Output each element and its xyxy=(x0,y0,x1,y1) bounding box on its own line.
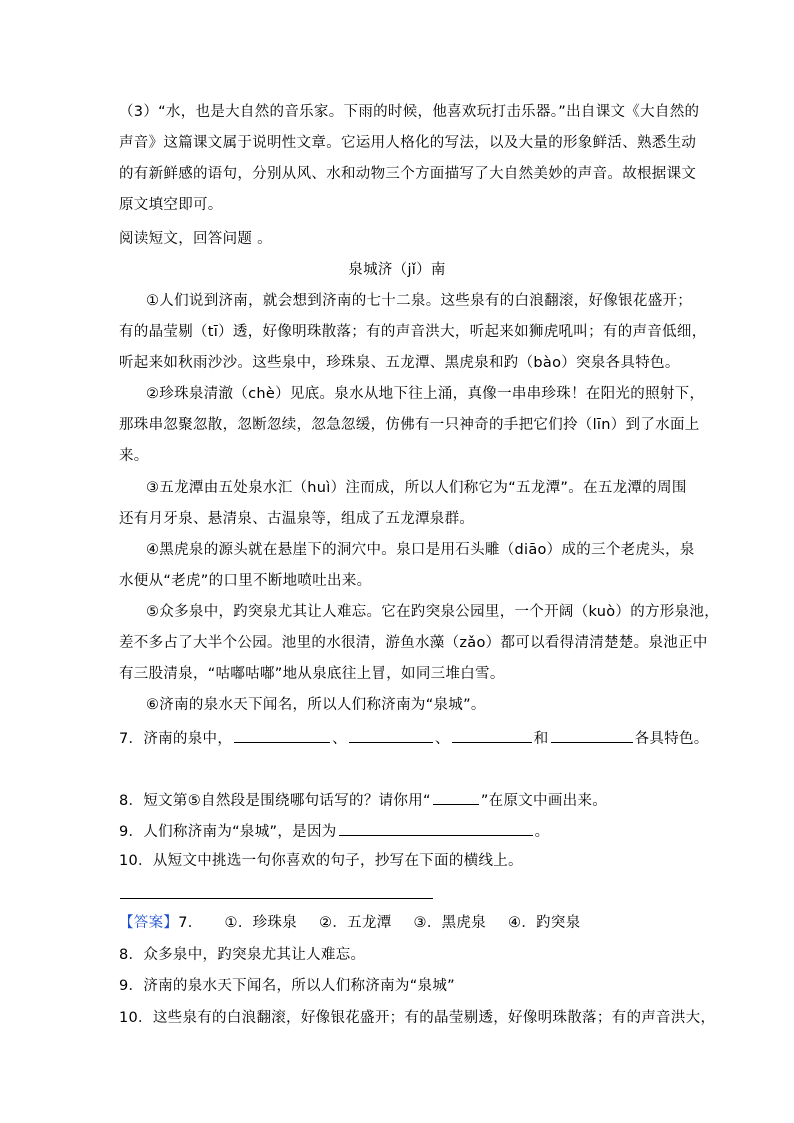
answer-blank[interactable] xyxy=(452,727,532,743)
paragraph-1-line: ①人们说到济南，就会想到济南的七十二泉。这些泉有的白浪翻滚，好像银花盛开； xyxy=(146,293,693,309)
paragraph-2-line: 来。 xyxy=(119,448,149,464)
paragraph-4-line: 水便从“老虎”的口里不断地喷吐出来。 xyxy=(119,573,372,589)
reading-instruction: 阅读短文，回答问题 。 xyxy=(119,231,272,247)
answer-8: 8．众多泉中，趵突泉尤其让人难忘。 xyxy=(119,947,366,963)
paragraph-5-line: ⑤众多泉中，趵突泉尤其让人难忘。它在趵突泉公园里，一个开阔（kuò）的方形泉池， xyxy=(146,604,720,620)
paragraph-3-line: ③五龙潭由五处泉水汇（huì）注而成，所以人们称它为“五龙潭”。在五龙潭的周围 xyxy=(146,480,687,496)
note-line: （3）“水，也是大自然的音乐家。下雨的时候，他喜欢玩打击乐器。”出自课文《大自然的 xyxy=(119,104,700,120)
paragraph-5-line: 差不多占了大半个公园。池里的水很清，游鱼水藻（zǎo）都可以看得清清楚楚。泉池正中 xyxy=(119,635,708,651)
question-7-prefix: 7．济南的泉中， xyxy=(119,731,233,747)
answer-item: ③．黑虎泉 xyxy=(413,915,487,931)
answer-10: 10．这些泉有的白浪翻滚，好像银花盛开；有的晶莹剔透，好像明珠散落；有的声音洪大， xyxy=(119,1010,716,1026)
paragraph-1-line: 有的晶莹剔（tī）透，好像明珠散落；有的声音洪大，听起来如狮虎吼叫；有的声音低细， xyxy=(119,324,707,340)
question-9 xyxy=(119,820,549,842)
conjunction: 和 xyxy=(533,731,549,747)
question-7 xyxy=(119,727,709,749)
question-9-suffix: 。 xyxy=(534,824,550,840)
answer-9: 9．济南的泉水天下闻名，所以人们称济南为“泉城” xyxy=(119,978,455,994)
paragraph-2-line: ②珍珠泉清澈（chè）见底。泉水从地下往上涌，真像一串串珍珠！在阳光的照射下， xyxy=(146,386,705,402)
paragraph-6-line: ⑥济南的泉水天下闻名，所以人们称济南为“泉城”。 xyxy=(146,697,486,713)
answer-item: ②．五龙潭 xyxy=(319,915,392,931)
answer-7-number: 7． xyxy=(178,915,203,931)
answer-item: ①．珍珠泉 xyxy=(224,915,298,931)
paragraph-1-line: 听起来如秋雨沙沙。这些泉中，珍珠泉、五龙潭、黑虎泉和趵（bào）突泉各具特色。 xyxy=(119,355,680,371)
question-8-suffix: ”在原文中画出来。 xyxy=(480,793,608,809)
question-9-prefix: 9．人们称济南为“泉城”，是因为 xyxy=(119,824,337,840)
paragraph-4-line: ④黑虎泉的源头就在悬崖下的洞穴中。泉口是用石头雕（diāo）成的三个老虎头，泉 xyxy=(146,542,695,558)
question-7-suffix: 各具特色。 xyxy=(634,731,709,747)
underline-mark xyxy=(433,789,479,805)
note-line: 的有新鲜感的语句，分别从风、水和动物三个方面描写了大自然美妙的声音。故根据课文 xyxy=(119,166,697,182)
answer-label: 【答案】 xyxy=(119,915,179,931)
paragraph-5-line: 有三股清泉，“咕嘟咕嘟”地从泉底往上冒，如同三堆白雪。 xyxy=(119,666,505,682)
question-8-prefix: 8．短文第⑤自然段是围绕哪句话写的？请你用“ xyxy=(119,793,431,809)
answer-item: ④．趵突泉 xyxy=(508,915,581,931)
question-8 xyxy=(119,789,607,811)
paragraph-3-line: 还有月牙泉、悬清泉、古温泉等，组成了五龙潭泉群。 xyxy=(119,511,475,527)
note-line: 原文填空即可。 xyxy=(119,197,223,213)
answer-blank[interactable] xyxy=(551,727,633,743)
passage-title: 泉城济（jǐ）南 xyxy=(348,262,446,278)
paragraph-2-line: 那珠串忽聚忽散，忽断忽续，忽急忽缓，仿佛有一只神奇的手把它们拎（līn）到了水面上 xyxy=(119,417,700,433)
separator: 、 xyxy=(332,731,347,747)
note-line: 声音》这篇课文属于说明性文章。它运用人格化的写法，以及大量的形象鲜活、熟悉生动 xyxy=(119,135,697,151)
answer-blank[interactable] xyxy=(339,820,533,836)
answer-blank[interactable] xyxy=(234,727,330,743)
answer-7 xyxy=(119,913,581,933)
answer-line[interactable] xyxy=(120,898,433,899)
answer-blank[interactable] xyxy=(349,727,433,743)
question-10: 10．从短文中挑选一句你喜欢的句子，抄写在下面的横线上。 xyxy=(119,853,523,869)
separator: 、 xyxy=(434,731,450,747)
